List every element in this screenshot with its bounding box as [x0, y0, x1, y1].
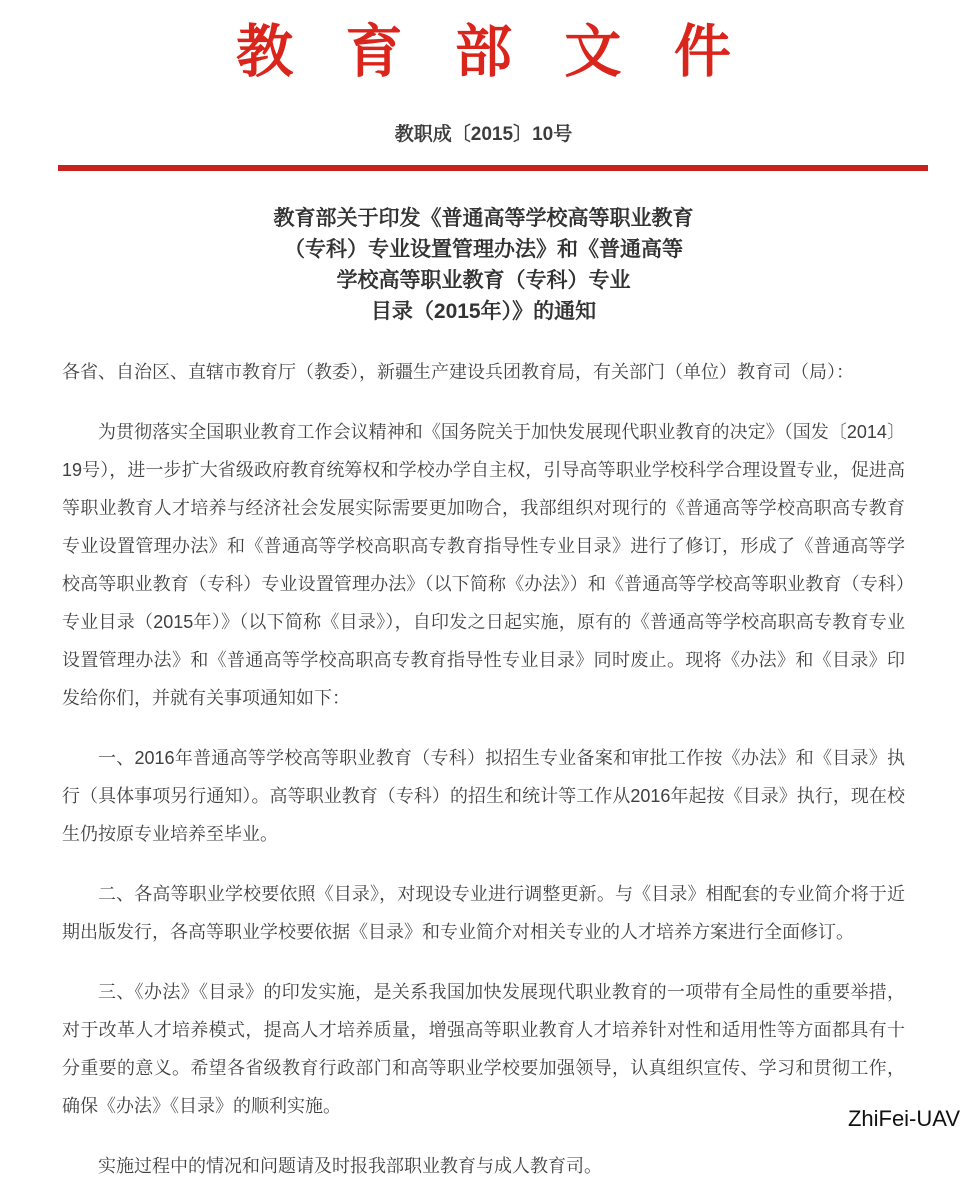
body-paragraph-item-1: 一、2016年普通高等学校高等职业教育（专科）拟招生专业备案和审批工作按《办法》和《目录》执行（具体事项另行通知）。高等职业教育（专科）的招生和统计等工作从2016年起按《目录》执行，现在校生仍按原专业培养至毕业。: [62, 747, 905, 844]
notice-title-line: 学校高等职业教育（专科）专业: [336, 268, 631, 292]
notice-title-line: （专科）专业设置管理办法》和《普通高等: [284, 237, 683, 261]
notice-title: [0, 203, 967, 327]
document-body: [62, 353, 905, 1185]
letterhead-title: 教育部文件: [236, 21, 784, 84]
red-divider: [58, 165, 928, 171]
body-paragraph-closing: 实施过程中的情况和问题请及时报我部职业教育与成人教育司。: [98, 1155, 602, 1176]
watermark-zhifei-uav: ZhiFei-UAV: [847, 1106, 960, 1131]
notice-title-line: 目录（2015年）》的通知: [370, 299, 597, 323]
salutation-line: 各省、自治区、直辖市教育厅（教委），新疆生产建设兵团教育局，有关部门（单位）教育司（局）：: [62, 361, 854, 382]
body-paragraph-item-2: 二、各高等职业学校要依照《目录》，对现设专业进行调整更新。与《目录》相配套的专业简介将于近期出版发行，各高等职业学校要依据《目录》和专业简介对相关专业的人才培养方案进行全面修订。: [62, 883, 905, 942]
document-number: 教职成〔2015〕10号: [394, 123, 573, 145]
body-paragraph-intro: 为贯彻落实全国职业教育工作会议精神和《国务院关于加快发展现代职业教育的决定》（国发〔2014〕19号），进一步扩大省级政府教育统筹权和学校办学自主权，引导高等职业学校科学合理设置专业，促进高等职业教育人才培养与经济社会发展实际需要更加吻合，我部组织对现行的《普通高等学校高职高专教育专业设置管理办法》和《普通高等学校高职高专教育指导性专业目录》进行了修订，形成了《普通高等学校高等职业教育（专科）专业设置管理办法》（以下简称《办法》）和《普通高等学校高等职业教育（专科）专业目录（2015年）》（以下简称《目录》），自印发之日起实施，原有的《普通高等学校高职高专教育专业设置管理办法》和《普通高等学校高职高专教育指导性专业目录》同时废止。现将《办法》和《目录》印发给你们，并就有关事项通知如下：: [62, 421, 905, 708]
body-paragraph-item-3: 三、《办法》《目录》的印发实施，是关系我国加快发展现代职业教育的一项带有全局性的重要举措，对于改革人才培养模式，提高人才培养质量，增强高等职业教育人才培养针对性和适用性等方面都具有十分重要的意义。希望各省级教育行政部门和高等职业学校要加强领导，认真组织宣传、学习和贯彻工作，确保《办法》《目录》的顺利实施。: [62, 981, 905, 1116]
notice-title-line: 教育部关于印发《普通高等学校高等职业教育: [273, 206, 694, 230]
